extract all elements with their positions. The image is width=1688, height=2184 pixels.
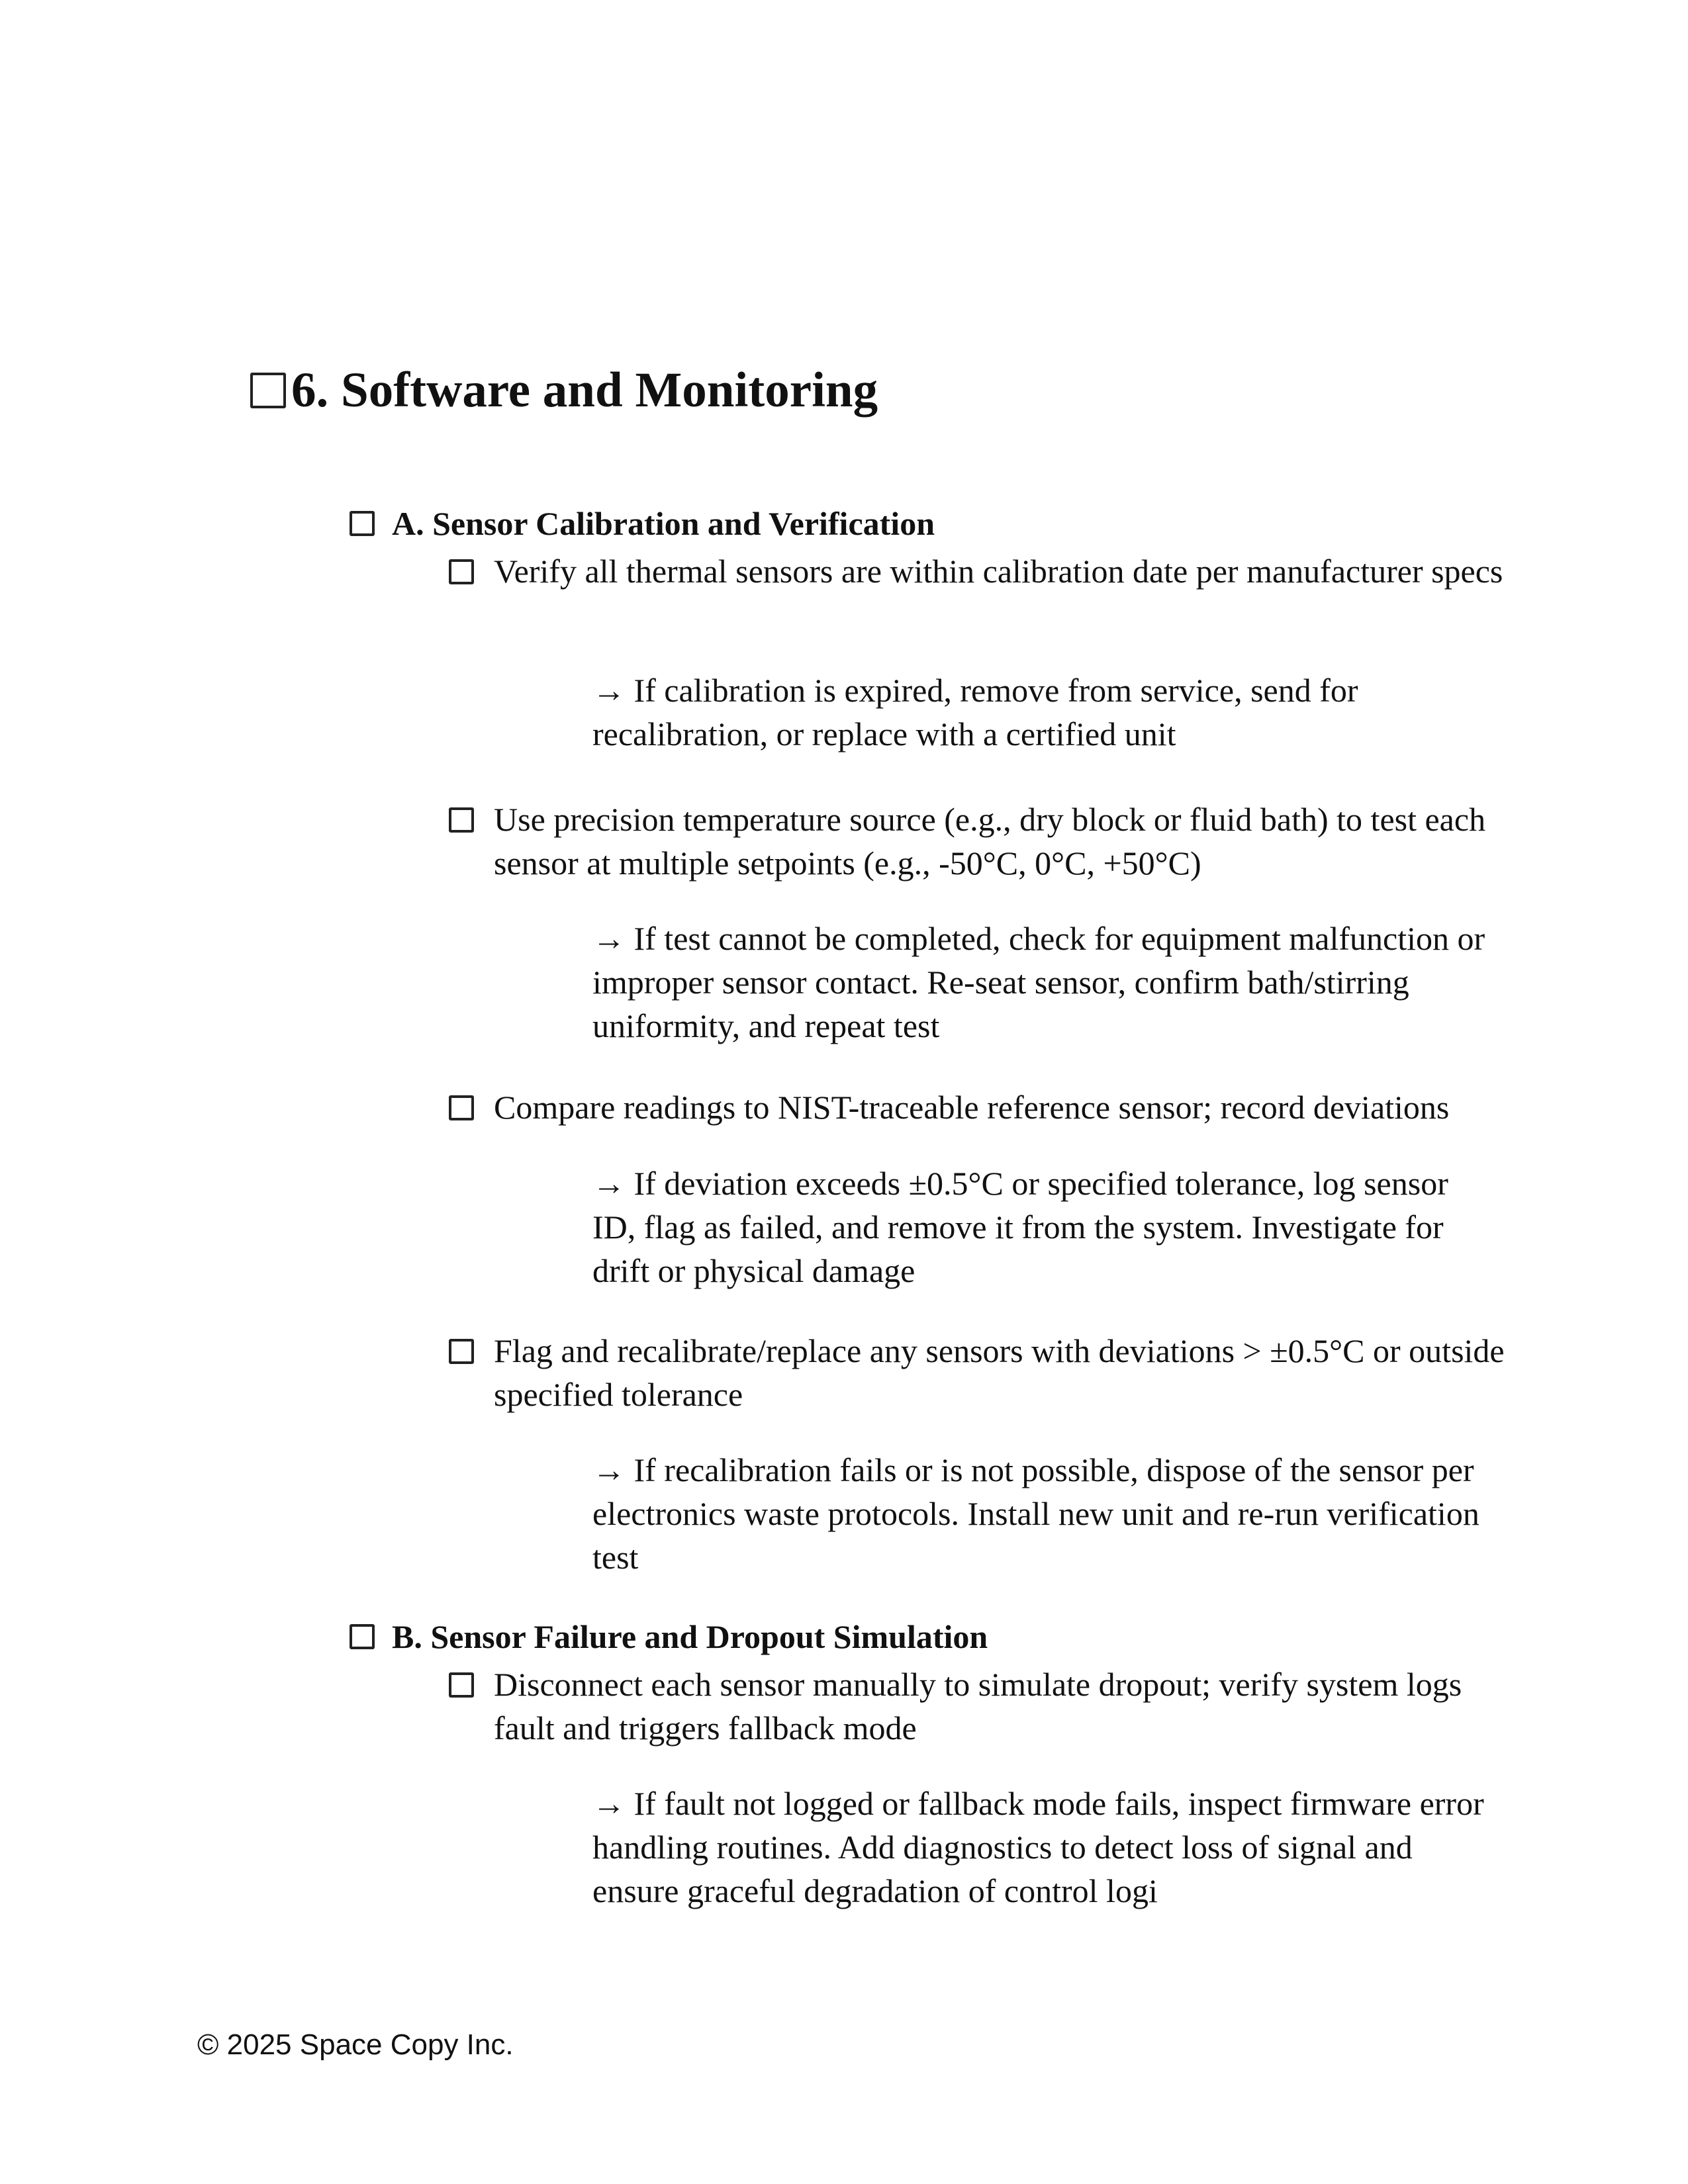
checkbox-icon[interactable] <box>449 1339 474 1364</box>
checklist-item <box>449 1329 1508 1416</box>
section-heading-b <box>350 1615 988 1659</box>
checklist-item-text: Flag and recalibrate/replace any sensors with deviations > ±0.5°C or outside specified tolerance <box>494 1332 1505 1413</box>
section-heading-text: B. Sensor Failure and Dropout Simulation <box>392 1618 988 1655</box>
checkbox-icon[interactable] <box>449 559 474 584</box>
remediation-note: → If fault not logged or fallback mode fails, inspect firmware error handling routines. Add diagnostics to detect loss of signal and ensure graceful degradation of control logi <box>592 1785 1484 1909</box>
copyright-footer: © 2025 Space Copy Inc. <box>197 2028 514 2061</box>
checklist-item-text: Compare readings to NIST-traceable reference sensor; record deviations <box>494 1089 1450 1126</box>
remediation-note: → If deviation exceeds ±0.5°C or specified tolerance, log sensor ID, flag as failed, and remove it from the system. Investigate for drift or physical damage <box>592 1165 1448 1289</box>
checkbox-icon[interactable] <box>350 511 375 536</box>
checklist-item <box>449 1085 1508 1129</box>
checkbox-icon[interactable] <box>250 373 286 408</box>
checklist-item <box>449 797 1508 885</box>
section-heading-text: A. Sensor Calibration and Verification <box>392 505 935 542</box>
section-heading-a <box>350 502 935 545</box>
checklist-item <box>449 549 1508 593</box>
checklist-item <box>449 1662 1508 1750</box>
checkbox-icon[interactable] <box>449 1672 474 1698</box>
checklist-item-text: Verify all thermal sensors are within calibration date per manufacturer specs <box>494 553 1503 590</box>
page-title-text: 6. Software and Monitoring <box>291 363 878 418</box>
checkbox-icon[interactable] <box>350 1624 375 1649</box>
checkbox-icon[interactable] <box>449 1095 474 1120</box>
page-title <box>250 357 878 424</box>
checkbox-icon[interactable] <box>449 807 474 833</box>
remediation-note: → If calibration is expired, remove from service, send for recalibration, or replace with a certified unit <box>592 672 1358 752</box>
remediation-note: → If recalibration fails or is not possible, dispose of the sensor per electronics waste protocols. Install new unit and re-run verification test <box>592 1451 1479 1576</box>
checklist-item-text: Disconnect each sensor manually to simulate dropout; verify system logs fault and triggers fallback mode <box>494 1666 1462 1747</box>
remediation-note: → If test cannot be completed, check for equipment malfunction or improper sensor contact. Re-seat sensor, confirm bath/stirring uniformity, and repeat test <box>592 920 1485 1044</box>
checklist-item-text: Use precision temperature source (e.g., dry block or fluid bath) to test each sensor at multiple setpoints (e.g., -50°C, 0°C, +50°C) <box>494 801 1486 882</box>
